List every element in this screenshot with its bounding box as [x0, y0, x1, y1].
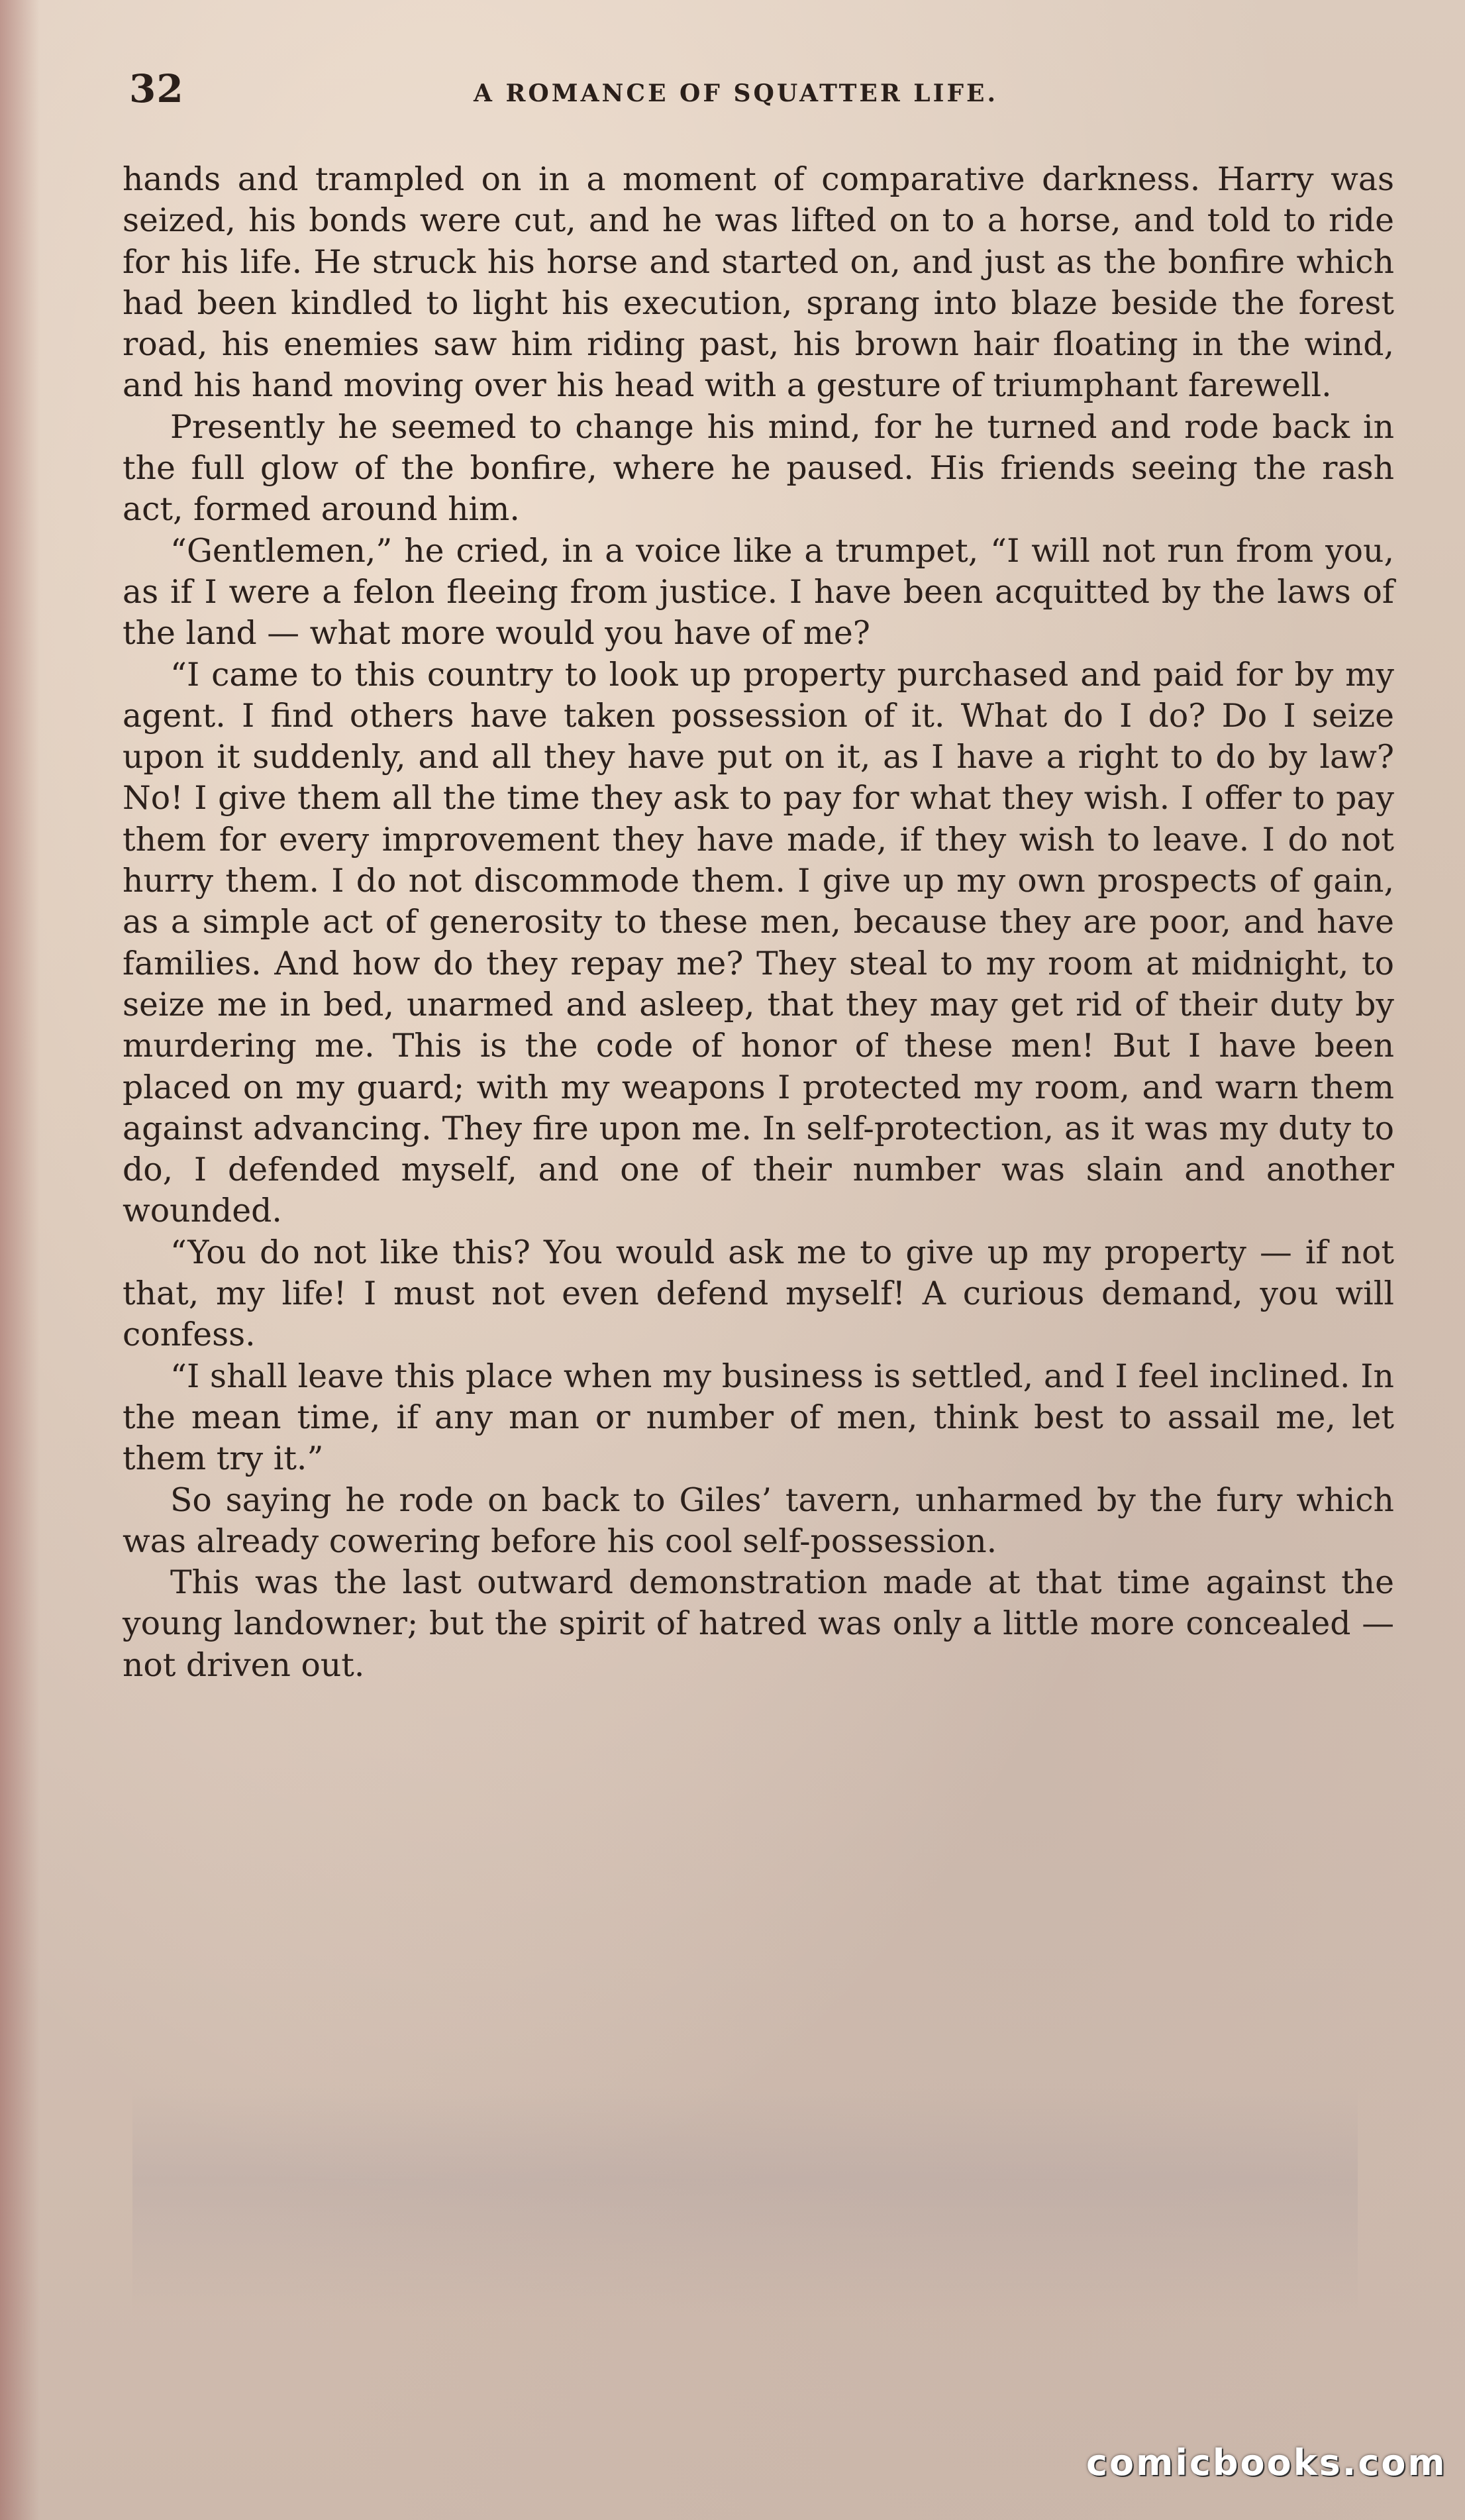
paragraph: Presently he seemed to change his mind, for he turned and rode back in the full glow of the bonfire, where he paused. His friends seeing the rash act, formed around him.: [123, 407, 1394, 529]
paragraph: So saying he rode on back to Giles’ tavern, unharmed by the fury which was already cowering before his cool self-possession.: [123, 1481, 1394, 1560]
paragraph: “Gentlemen,” he cried, in a voice like a trumpet, “I will not run from you, as if I were a felon fleeing from justice. I have been acquitted by the laws of the land — what more would you have of me?: [123, 531, 1394, 653]
paragraph: “You do not like this? You would ask me to give up my property — if not that, my life! I must not even defend myself! A curious demand, you will confess.: [123, 1233, 1394, 1354]
paragraph: This was the last outward demonstration made at that time against the young landowner; but the spirit of hatred was only a little more concealed — not driven out.: [123, 1563, 1394, 1684]
paragraph: “I came to this country to look up property purchased and paid for by my agent. I find others have taken possession of it. What do I do? Do I seize upon it suddenly, and all they have put on it, as I have a right to do by law? No! I give them all the time they ask to pay for what they wish. I offer to pay them for every improvement they have made, if they wish to leave. I do not hurry them. I do not discommode them. I give up my own prospects of gain, as a simple act of generosity to these men, because they are poor, and have families. And how do they repay me? They steal to my room at midnight, to seize me in bed, unarmed and asleep, that they may get rid of their duty by murdering me. This is the code of honor of these men! But I have been placed on my guard; with my weapons I protected my room, and warn them against advancing. They fire upon me. In self-protection, as it was my duty to do, I defended myself, and one of their number was slain and another wounded.: [123, 655, 1394, 1230]
page-number: 32: [129, 66, 184, 111]
paragraph: “I shall leave this place when my business is settled, and I feel inclined. In the mean time, if any man or number of men, think best to assail me, let them try it.”: [123, 1357, 1394, 1478]
paragraph: hands and trampled on in a moment of comparative darkness. Harry was seized, his bonds were cut, and he was lifted on to a horse, and told to ride for his life. He struck his horse and started on, and just as the bonfire which had been kindled to light his execution, sprang into blaze beside the forest road, his enemies saw him riding past, his brown hair floating in the wind, and his hand moving over his head with a gesture of triumphant farewell.: [123, 160, 1394, 405]
watermark: comicbooks.com: [1086, 2442, 1447, 2484]
page-edge: [0, 0, 40, 2520]
text-body: [123, 159, 1394, 1686]
show-through-shadow: [132, 2087, 1358, 2319]
page-header: [129, 66, 1394, 126]
running-title: A ROMANCE OF SQUATTER LIFE.: [474, 79, 998, 107]
